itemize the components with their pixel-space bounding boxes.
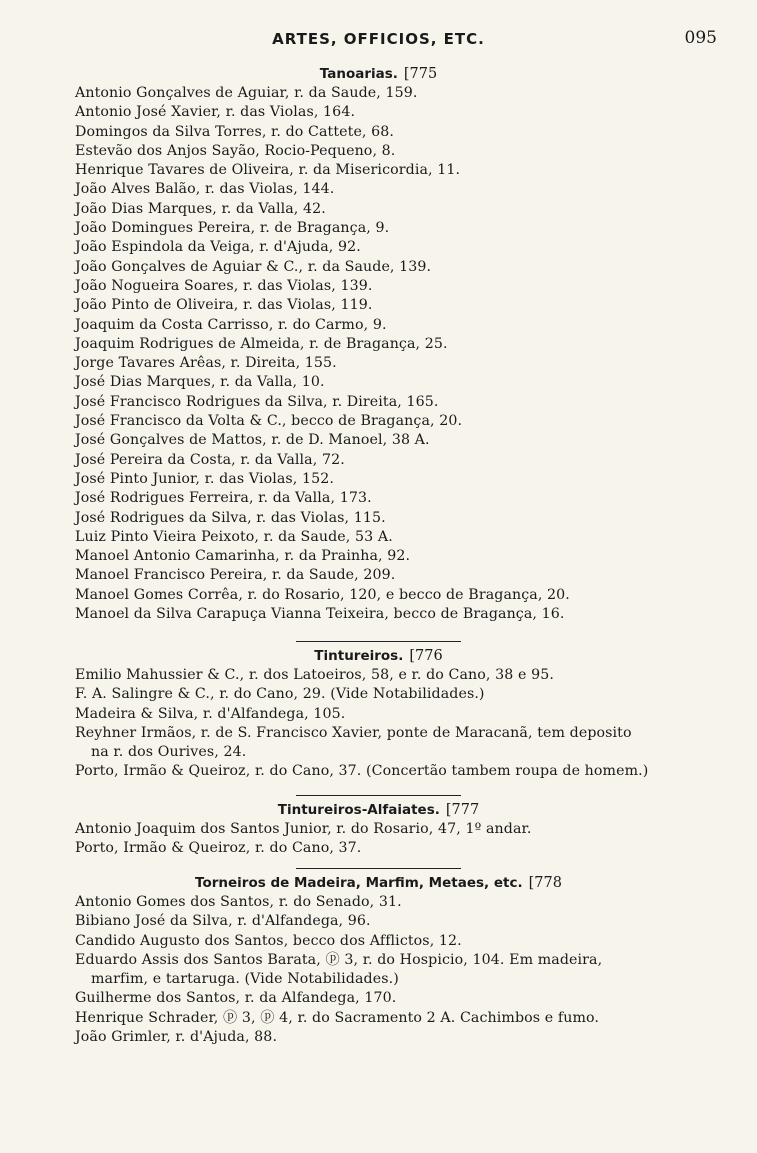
section-code: [775 bbox=[403, 66, 438, 82]
section-code: [778 bbox=[528, 875, 562, 891]
list-item: Antonio Gomes dos Santos, r. do Senado, 31. bbox=[75, 894, 402, 910]
list-item-continuation: marfim, e tartaruga. (Vide Notabilidades.) bbox=[91, 971, 399, 988]
list-item: Antonio Joaquim dos Santos Junior, r. do Rosario, 47, 1º andar. bbox=[75, 821, 532, 837]
section-title bbox=[0, 64, 757, 84]
list-item: Manoel da Silva Carapuça Vianna Teixeira, becco de Bragança, 16. bbox=[75, 606, 565, 623]
list-item: Joaquim Rodrigues de Almeida, r. de Bragança, 25. bbox=[75, 335, 448, 352]
list-item: João Nogueira Soares, r. das Violas, 139. bbox=[75, 277, 373, 294]
section-title bbox=[0, 873, 757, 893]
list-item: João Dias Marques, r. da Valla, 42. bbox=[75, 200, 326, 217]
section-divider bbox=[296, 795, 461, 796]
section-divider bbox=[296, 868, 461, 869]
list-item: Bibiano José da Silva, r. d'Alfandega, 96. bbox=[75, 913, 371, 930]
list-item: Estevão dos Anjos Sayão, Rocio-Pequeno, 8. bbox=[75, 142, 396, 159]
list-item: Domingos da Silva Torres, r. do Cattete, 68. bbox=[75, 123, 395, 140]
section-title bbox=[0, 646, 757, 666]
list-item: Emilio Mahussier & C., r. dos Latoeiros, 58, e r. do Cano, 38 e 95. bbox=[75, 667, 554, 683]
list-item: Henrique Tavares de Oliveira, r. da Misericordia, 11. bbox=[75, 162, 461, 179]
section-tanoarias bbox=[0, 64, 757, 624]
list-item: Antonio Gonçalves de Aguiar, r. da Saude, 159. bbox=[75, 85, 418, 101]
section-title-text: Torneiros de Madeira, Marfim, Metaes, etc. bbox=[195, 875, 523, 891]
list-item: F. A. Salingre & C., r. do Cano, 29. (Vide Notabilidades.) bbox=[75, 686, 485, 703]
page-number: 095 bbox=[684, 28, 717, 48]
list-item: José Gonçalves de Mattos, r. de D. Manoel, 38 A. bbox=[75, 432, 430, 449]
list-item: João Pinto de Oliveira, r. das Violas, 119. bbox=[75, 297, 373, 314]
running-title: ARTES, OFFICIOS, ETC. bbox=[272, 30, 485, 48]
list-item: João Espindola da Veiga, r. d'Ajuda, 92. bbox=[75, 239, 361, 256]
list-item: Jorge Tavares Arêas, r. Direita, 155. bbox=[75, 355, 337, 372]
list-item: Manoel Francisco Pereira, r. da Saude, 209. bbox=[75, 567, 396, 584]
section-title-text: Tintureiros. bbox=[314, 648, 404, 664]
list-item: José Rodrigues Ferreira, r. da Valla, 173. bbox=[75, 490, 372, 507]
section-title-text: Tintureiros-Alfaiates. bbox=[277, 802, 440, 818]
list-item: Porto, Irmão & Queiroz, r. do Cano, 37. (Concertão tambem roupa de homem.) bbox=[75, 763, 649, 780]
section-divider bbox=[296, 641, 461, 642]
list-item: Candido Augusto dos Santos, becco dos Afflictos, 12. bbox=[75, 932, 462, 949]
section-title bbox=[0, 800, 757, 820]
list-item: Manoel Antonio Camarinha, r. da Prainha, 92. bbox=[75, 548, 411, 565]
list-item: Eduardo Assis dos Santos Barata, ⓟ 3, r. do Hospicio, 104. Em madeira, bbox=[75, 951, 603, 968]
list-item: Reyhner Irmãos, r. de S. Francisco Xavier, ponte de Maracanã, tem deposito bbox=[75, 724, 632, 741]
list-item: José Pereira da Costa, r. da Valla, 72. bbox=[75, 451, 345, 468]
section-tintureiros-alfaiates bbox=[0, 795, 757, 859]
list-item: Antonio José Xavier, r. das Violas, 164. bbox=[75, 104, 356, 121]
list-item: José Dias Marques, r. da Valla, 10. bbox=[75, 374, 325, 391]
running-head bbox=[0, 30, 757, 52]
list-item: João Alves Balão, r. das Violas, 144. bbox=[75, 181, 335, 198]
list-item: José Rodrigues da Silva, r. das Violas, 115. bbox=[75, 509, 386, 526]
section-tintureiros bbox=[0, 641, 757, 782]
section-code: [776 bbox=[409, 648, 443, 664]
list-item: Porto, Irmão & Queiroz, r. do Cano, 37. bbox=[75, 840, 362, 857]
list-item: João Grimler, r. d'Ajuda, 88. bbox=[75, 1029, 278, 1046]
section-torneiros bbox=[0, 868, 757, 1047]
list-item: João Domingues Pereira, r. de Bragança, 9. bbox=[75, 220, 390, 237]
list-item: Guilherme dos Santos, r. da Alfandega, 170. bbox=[75, 990, 397, 1007]
list-item: José Francisco Rodrigues da Silva, r. Direita, 165. bbox=[75, 393, 439, 410]
list-item: José Francisco da Volta & C., becco de Bragança, 20. bbox=[75, 413, 463, 430]
list-item-continuation: na r. dos Ourives, 24. bbox=[91, 744, 247, 761]
list-item: Manoel Gomes Corrêa, r. do Rosario, 120, e becco de Bragança, 20. bbox=[75, 586, 570, 603]
list-item: Madeira & Silva, r. d'Alfandega, 105. bbox=[75, 705, 346, 722]
section-title-text: Tanoarias. bbox=[319, 66, 398, 82]
list-item: José Pinto Junior, r. das Violas, 152. bbox=[75, 470, 335, 487]
section-code: [777 bbox=[445, 802, 480, 818]
list-item: Henrique Schrader, ⓟ 3, ⓟ 4, r. do Sacramento 2 A. Cachimbos e fumo. bbox=[75, 1009, 600, 1026]
list-item: João Gonçalves de Aguiar & C., r. da Saude, 139. bbox=[75, 258, 432, 275]
list-item: Joaquim da Costa Carrisso, r. do Carmo, 9. bbox=[75, 316, 387, 333]
list-item: Luiz Pinto Vieira Peixoto, r. da Saude, 53 A. bbox=[75, 528, 393, 545]
